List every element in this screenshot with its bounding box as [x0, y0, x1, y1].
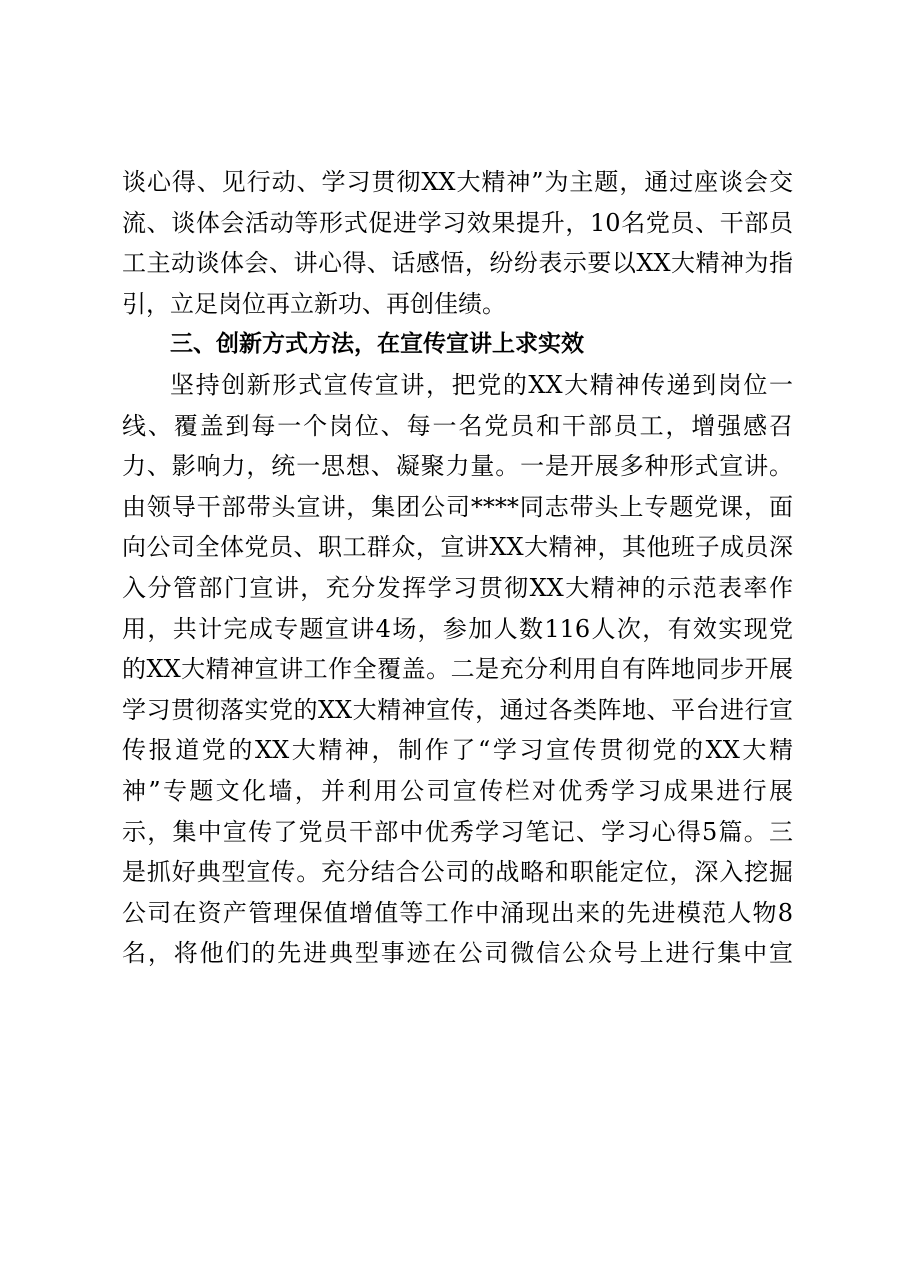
paragraph-1-line-4: 引，立足岗位再立新功、再创佳绩。	[122, 289, 506, 318]
paragraph-2-line-5: 向公司全体党员、职工群众，宣讲XX大精神，其他班子成员深	[122, 533, 793, 562]
paragraph-2-line-11: 神”专题文化墙，并利用公司宣传栏对优秀学习成果进行展	[122, 776, 793, 805]
paragraph-2-line-8: 的XX大精神宣讲工作全覆盖。二是充分利用自有阵地同步开展	[122, 655, 793, 684]
document-body	[122, 162, 793, 974]
paragraph-1-line-1: 谈心得、见行动、学习贯彻XX大精神”为主题，通过座谈会交	[122, 168, 793, 196]
paragraph-2-line-15: 名，将他们的先进典型事迹在公司微信公众号上进行集中宣	[122, 939, 793, 968]
paragraph-2-line-10: 传报道党的XX大精神，制作了“学习宣传贯彻党的XX大精	[122, 736, 793, 765]
paragraph-2-line-4: 由领导干部带头宣讲，集团公司****同志带头上专题党课，面	[122, 492, 793, 521]
paragraph-2-line-2: 线、覆盖到每一个岗位、每一名党员和干部员工，增强感召	[122, 411, 793, 440]
paragraph-2-line-14: 公司在资产管理保值增值等工作中涌现出来的先进模范人物8	[122, 898, 793, 927]
paragraph-2-line-12: 示，集中宣传了党员干部中优秀学习笔记、学习心得5篇。三	[122, 817, 793, 846]
paragraph-1-line-2: 流、谈体会活动等形式促进学习效果提升，10名党员、干部员	[122, 208, 793, 237]
paragraph-1-line-3: 工主动谈体会、讲心得、话感悟，纷纷表示要以XX大精神为指	[122, 249, 793, 278]
paragraph-2-line-13: 是抓好典型宣传。充分结合公司的战略和职能定位，深入挖掘	[122, 858, 793, 887]
paragraph-2-line-7: 用，共计完成专题宣讲4场，参加人数116人次，有效实现党	[122, 614, 793, 643]
paragraph-2-line-9: 学习贯彻落实党的XX大精神宣传，通过各类阵地、平台进行宣	[122, 695, 793, 724]
paragraph-2-line-3: 力、影响力，统一思想、凝聚力量。一是开展多种形式宣讲。	[122, 452, 793, 481]
paragraph-2-line-6: 入分管部门宣讲，充分发挥学习贯彻XX大精神的示范表率作	[122, 573, 793, 602]
paragraph-2-line-1: 坚持创新形式宣传宣讲，把党的XX大精神传递到岗位一	[170, 370, 793, 399]
section-heading: 三、创新方式方法，在宣传宣讲上求实效	[170, 331, 584, 358]
